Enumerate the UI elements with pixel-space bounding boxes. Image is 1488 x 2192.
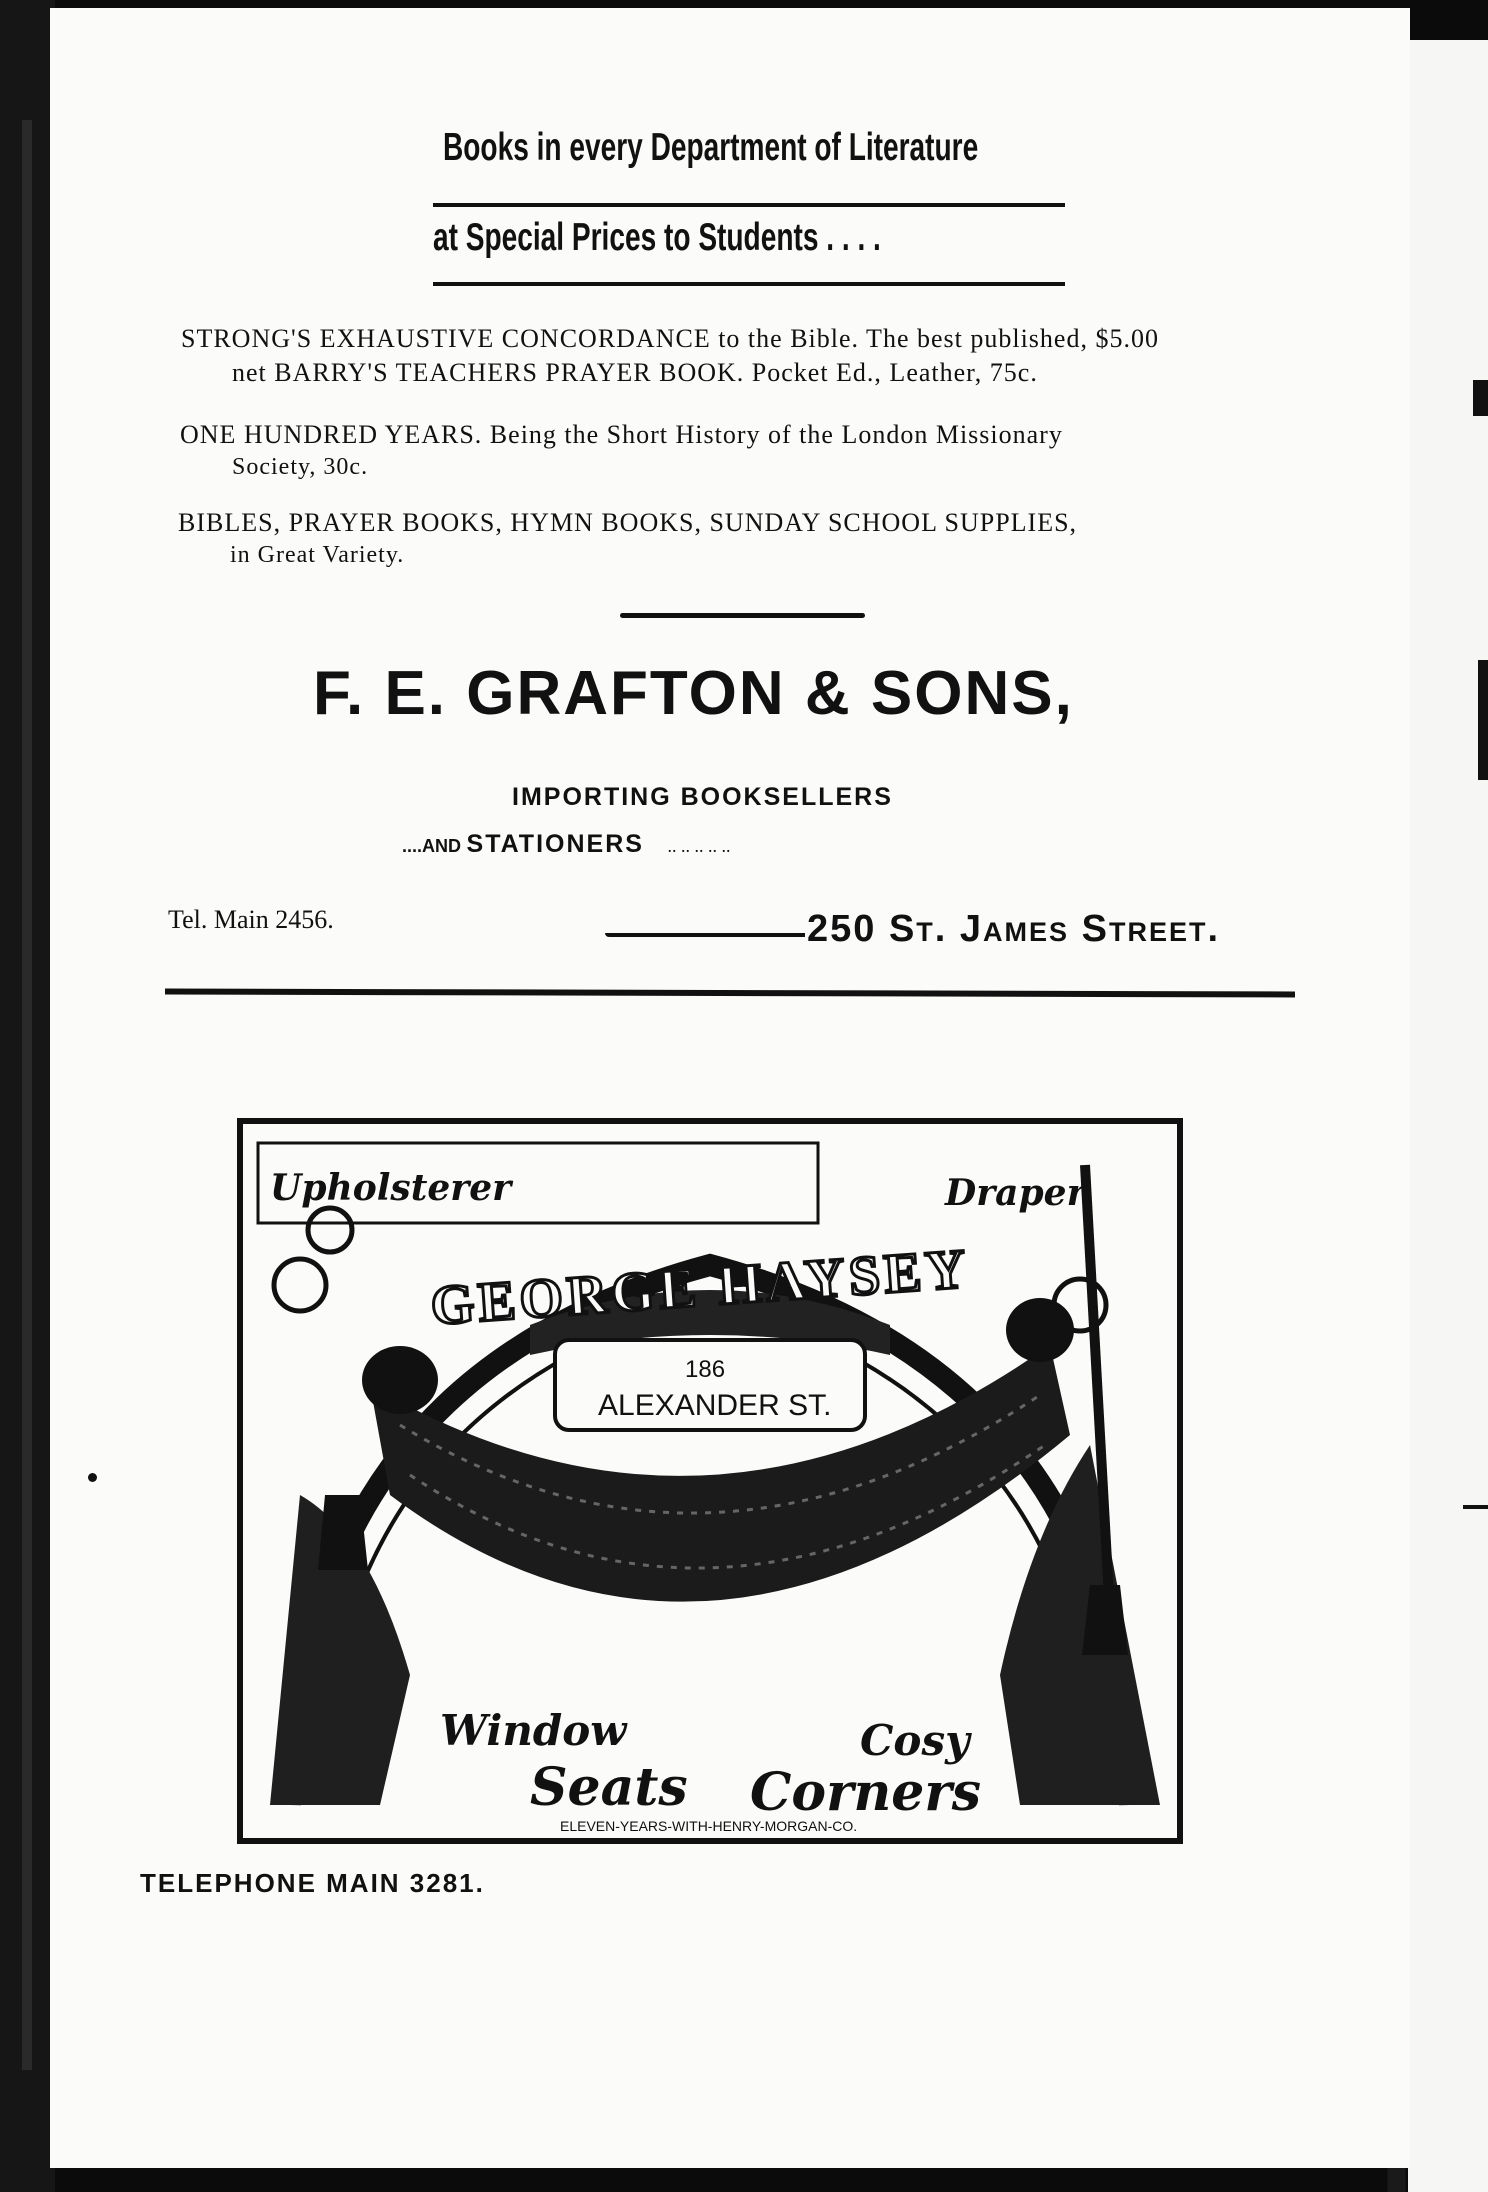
ad-credit: ELEVEN-YEARS-WITH-HENRY-MORGAN-CO. — [560, 1818, 858, 1834]
tassel-knot-left — [362, 1346, 438, 1414]
listing-1-line-2: net BARRY'S TEACHERS PRAYER BOOK. Pocket Ed., Leather, 75c. — [232, 358, 1038, 387]
adjacent-page-mark — [1473, 380, 1488, 416]
firm-line-2-prefix: ....AND — [402, 836, 462, 856]
scroll-ornament — [308, 1208, 352, 1252]
ad-name: GEORGE HAYSEY — [428, 1237, 972, 1338]
ad-upholsterer: Upholsterer — [270, 1167, 512, 1209]
spine-edge — [22, 120, 32, 2070]
tassel-right — [1082, 1585, 1128, 1655]
firm-line-2-word: STATIONERS — [466, 830, 644, 858]
curtain-right — [1000, 1445, 1160, 1805]
print-speck — [88, 1473, 97, 1482]
header-underline-1 — [433, 203, 1065, 207]
listing-2-line-2: Society, 30c. — [232, 454, 369, 480]
george-haysey-advertisement — [230, 1115, 1190, 1845]
listing-1-line-1: STRONG'S EXHAUSTIVE CONCORDANCE to the Bible. The best published, $5.00 — [181, 324, 1159, 353]
header-underline-2 — [433, 282, 1065, 286]
tassel-left — [318, 1495, 368, 1570]
header-line-2: at Special Prices to Students . . . . — [433, 216, 881, 259]
header-line-1: Books in every Department of Literature — [443, 126, 979, 169]
ad-illustration — [230, 1115, 1190, 1845]
ad-window: Window — [440, 1706, 627, 1755]
address-lead-line — [605, 933, 805, 937]
ad-draper: Draper — [945, 1172, 1086, 1214]
ornamental-rule — [620, 613, 865, 618]
ad-corners: Corners — [750, 1762, 982, 1823]
ad-number: 186 — [685, 1356, 726, 1383]
firm-line-2-dots: .. .. .. .. .. — [667, 836, 731, 856]
firm-line-1: IMPORTING BOOKSELLERS — [512, 783, 893, 811]
listing-2-line-1: ONE HUNDRED YEARS. Being the Short History of the London Missionary — [180, 420, 1063, 449]
firm-telephone: Tel. Main 2456. — [168, 905, 334, 934]
firm-name: F. E. GRAFTON & SONS, — [313, 659, 1074, 728]
firm-line-2 — [402, 830, 730, 859]
ad-seats: Seats — [530, 1757, 688, 1818]
listing-3-line-2: in Great Variety. — [230, 542, 405, 568]
ad-street: ALEXANDER ST. — [598, 1389, 832, 1422]
scroll-ornament — [274, 1259, 326, 1311]
adjacent-page-mark — [1463, 1505, 1488, 1509]
ad-cosy: Cosy — [860, 1716, 970, 1765]
tassel-knot-right — [1006, 1298, 1074, 1362]
adjacent-page — [1408, 40, 1488, 2192]
listing-3-line-1: BIBLES, PRAYER BOOKS, HYMN BOOKS, SUNDAY SCHOOL SUPPLIES, — [178, 508, 1078, 537]
firm-address: 250 St. James Street. — [807, 908, 1221, 950]
footer-telephone: TELEPHONE MAIN 3281. — [140, 1868, 485, 1898]
adjacent-page-mark — [1478, 660, 1488, 780]
section-divider — [165, 989, 1295, 998]
